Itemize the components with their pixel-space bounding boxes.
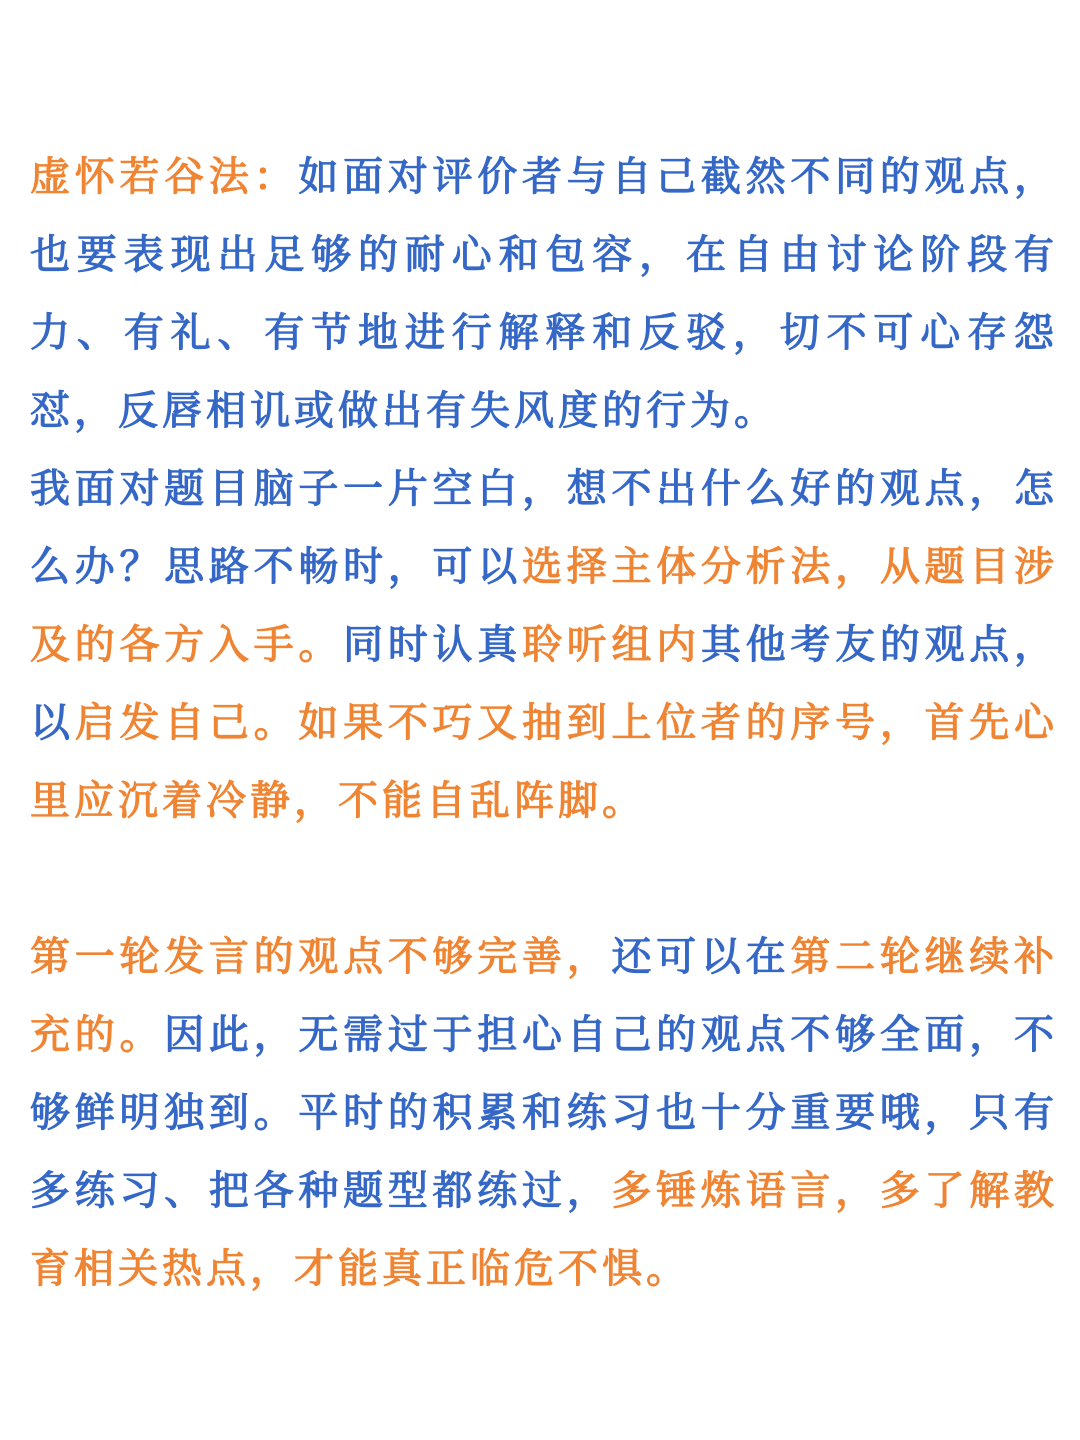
text-segment: 其他考友的观点，以 [30, 622, 1059, 746]
text-segment: 聆听组内 [522, 622, 701, 668]
text-segment: 第一轮发言的观点不够完善， [30, 934, 612, 980]
text-segment: 我面对题目脑子一片空白，想不出什么好的观点，怎么办？思路不畅时，可以 [30, 466, 1058, 590]
paragraph-blank-mind [30, 450, 1058, 840]
paragraph-first-round [30, 918, 1058, 1308]
text-segment: 第二轮继续补充的。 [30, 934, 1059, 1058]
text-segment: 启发自己。如果不巧又抽到上位者的序号，首先心里应沉着冷静，不能自乱阵脚。 [30, 700, 1059, 824]
text-segment: 还可以在 [611, 934, 791, 980]
text-segment: 如面对评价者与自己截然不同的观点，也要表现出足够的耐心和包容，在自由讨论阶段有力、有礼、有节地进行解释和反驳，切不可心存怨怼，反唇相讥或做出有失风度的行为。 [30, 154, 1059, 434]
text-segment: 多锤炼语言，多了解教育相关热点，才能真正临危不惧。 [30, 1168, 1059, 1292]
article-body [30, 138, 1058, 1308]
paragraph-humility [30, 138, 1058, 450]
text-segment: 同时认真 [343, 622, 523, 668]
text-segment: 选择主体分析法，从题目涉及的各方入手。 [30, 544, 1058, 668]
text-segment: 因此，无需过于担心自己的观点不够全面，不够鲜明独到。平时的积累和练习也十分重要哦，只有多练习、把各种题型都练过， [30, 1012, 1059, 1214]
text-segment: 虚怀若谷法： [30, 154, 299, 200]
